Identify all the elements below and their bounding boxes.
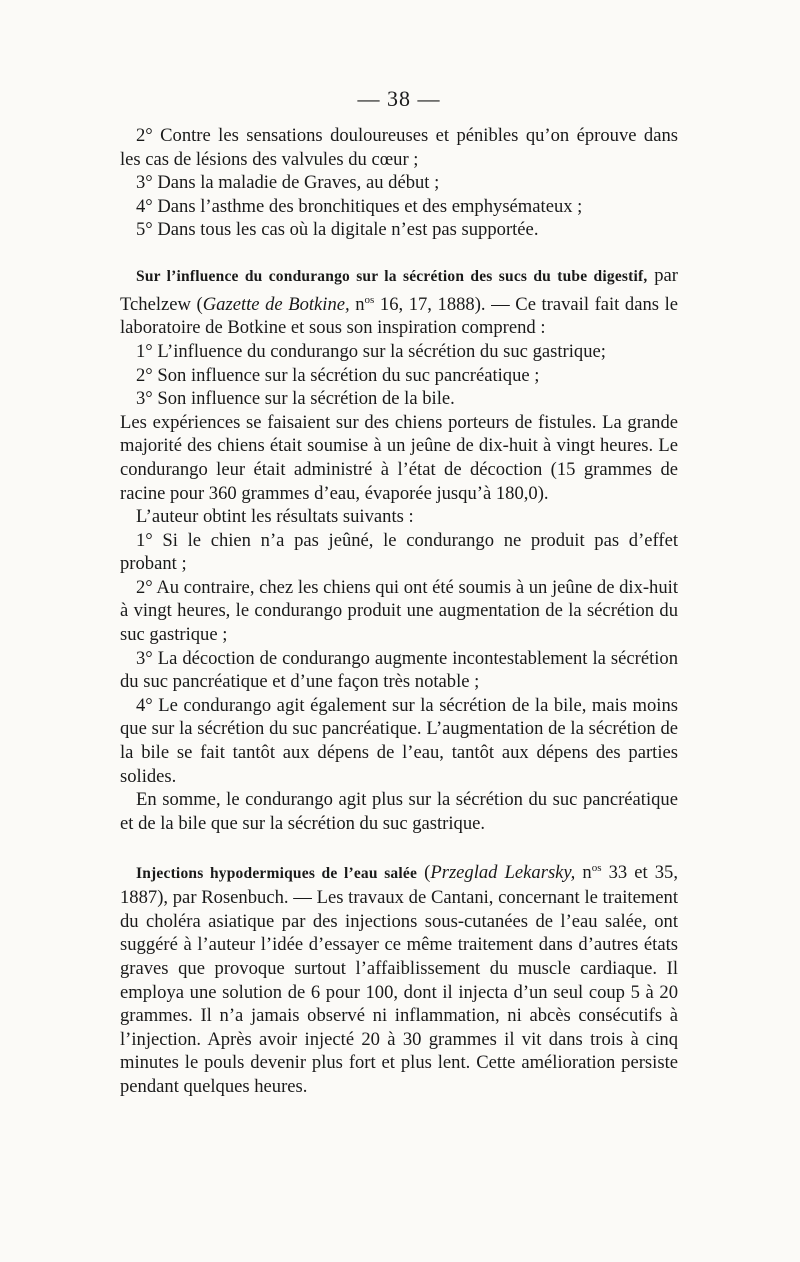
list-item: 3° Dans la maladie de Graves, au début ; bbox=[136, 172, 440, 194]
source-title: Gazette de Botkine, bbox=[202, 293, 350, 315]
section-gap bbox=[120, 242, 678, 264]
list-item: 5° Dans tous les cas où la digitale n’est pas supportée. bbox=[136, 219, 539, 241]
paragraph bbox=[120, 857, 678, 1098]
page-number: — 38 — bbox=[357, 86, 441, 111]
numero-sup: os bbox=[364, 293, 375, 306]
list-item: 3° Son influence sur la sécrétion de la bile. bbox=[136, 388, 455, 410]
author: par Tchelzew ( bbox=[120, 264, 679, 315]
numero-sup: os bbox=[591, 862, 602, 875]
paragraph: Les expériences se faisaient sur des chiens porteurs de fistules. La grande majorité des chiens était soumise à un jeûne de dix-huit à vingt heures. Le condurango leur était administré à l’état de décoction (15 grammes de racine pour 360 grammes d’eau, évaporée jusqu’à 180,0). bbox=[120, 411, 678, 504]
list-item: 4° Dans l’asthme des bronchitiques et des emphysémateux ; bbox=[136, 195, 583, 217]
list-item: 1° L’influence du condurango sur la sécrétion du suc gastrique; bbox=[136, 340, 606, 362]
list-item: 3° La décoction de condurango augmente incontestablement la sécrétion du suc pancréatique et d’une façon très notable ; bbox=[120, 647, 678, 693]
list-item: 2° Au contraire, chez les chiens qui ont été soumis à un jeûne de dix-huit à vingt heures, le condurango produit une augmentation de la sécrétion du suc gastrique ; bbox=[120, 576, 678, 646]
list-item: 1° Si le chien n’a pas jeûné, le condurango ne produit pas d’effet probant ; bbox=[120, 529, 678, 575]
refs-text: 33 et 35, 1887), par Rosenbuch. — Les travaux de Cantani, concernant le traitement du choléra asiatique par des injections sous-cutanées de l’eau salée, ont suggéré à l’auteur l’idée d’essayer ce même traitement dans d’autres états graves que provoque surtout l’affaiblissement du muscle cardiaque. Il employa une solution de 6 pour 100, dont il injecta d’un seul coup 5 à 20 grammes. Il n’a jamais observé ni inflammation, ni abcès consécutifs à l’injection. Après avoir injecté 20 à 30 grammes il vit dans trois à cinq minutes le pouls devenir plus fort et plus lent. Cette amélioration persiste pendant quelques heures. bbox=[120, 862, 678, 1097]
refs-text: 16, 17, 1888). — Ce travail fait dans le laboratoire de Botkine et sous son inspiration comprend : bbox=[120, 293, 678, 339]
source-post: n bbox=[575, 862, 592, 884]
src-open: ( bbox=[417, 862, 431, 884]
section-heading: Sur l’influence du condurango sur la sécrétion des sucs du tube digestif, bbox=[136, 267, 648, 285]
list-item: 2° Contre les sensations douloureuses et pénibles qu’on éprouve dans les cas de lésions des valvules du cœur ; bbox=[120, 125, 678, 170]
source-post: n bbox=[349, 293, 365, 315]
paragraph: En somme, le condurango agit plus sur la sécrétion du suc pancréatique et de la bile que sur la sécrétion du suc gastrique. bbox=[120, 789, 678, 834]
section-intro bbox=[120, 264, 678, 340]
source-title: Przeglad Lekarsky, bbox=[430, 862, 576, 884]
list-top bbox=[120, 124, 678, 242]
paragraph: L’auteur obtint les résultats suivants : bbox=[136, 506, 414, 528]
section-heading: Injections hypodermiques de l’eau salée bbox=[136, 865, 418, 883]
section-injections bbox=[120, 857, 678, 1098]
list-item: 4° Le condurango agit également sur la sécrétion de la bile, mais moins que sur la sécrétion du suc pancréatique. L’augmentation de la sécrétion de la bile se fait tantôt aux dépens de l’eau, tantôt aux dépens des parties solides. bbox=[120, 694, 678, 787]
section-condurango bbox=[120, 264, 678, 835]
section-gap bbox=[120, 835, 678, 857]
list-item: 2° Son influence sur la sécrétion du suc pancréatique ; bbox=[136, 364, 540, 386]
